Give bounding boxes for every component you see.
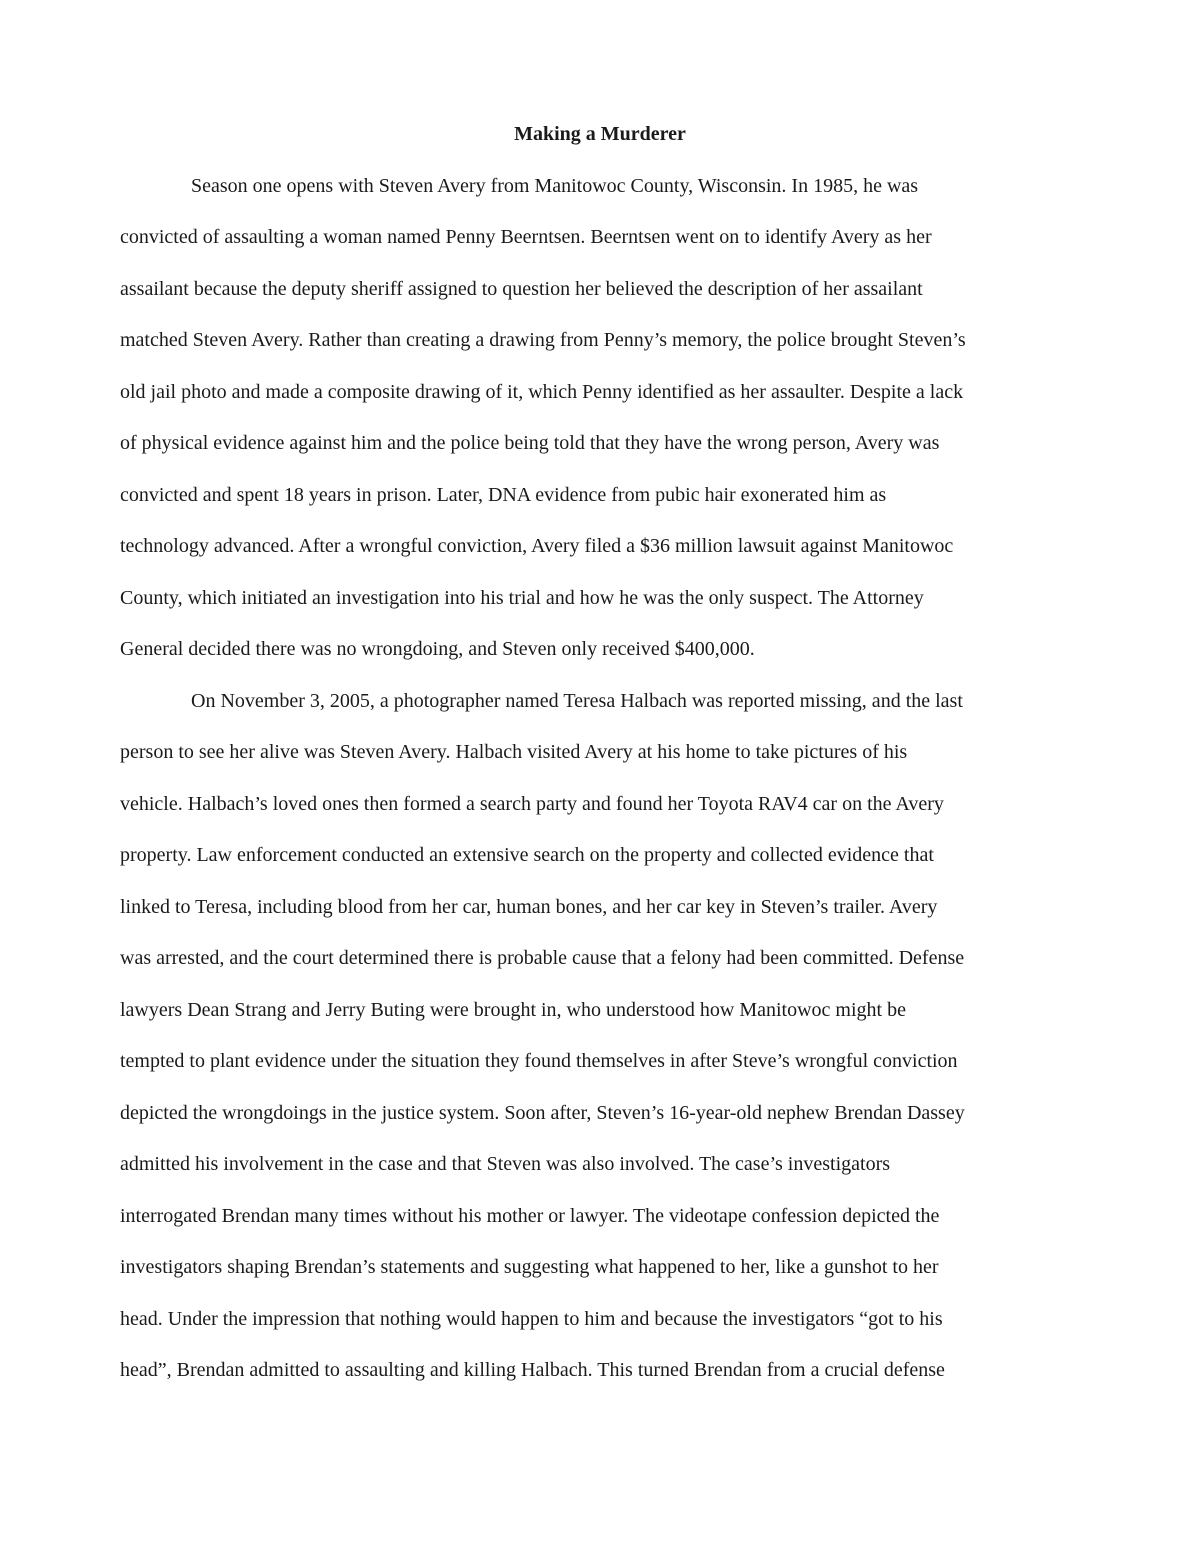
paragraph-2-line-10: admitted his involvement in the case and that Steven was also involved. The case’s investigators — [120, 1153, 891, 1175]
paragraph-2-line-2: person to see her alive was Steven Avery. Halbach visited Avery at his home to take pictures of his — [120, 741, 908, 763]
paragraph-2-line-6: was arrested, and the court determined there is probable cause that a felony had been committed. Defense — [120, 947, 965, 969]
paragraph-1-line-7: convicted and spent 18 years in prison. Later, DNA evidence from pubic hair exonerated him as — [120, 484, 887, 506]
paragraph-2-line-7: lawyers Dean Strang and Jerry Buting were brought in, who understood how Manitowoc might be — [120, 999, 906, 1021]
paragraph-1-line-1: Season one opens with Steven Avery from Manitowoc County, Wisconsin. In 1985, he was — [191, 175, 919, 197]
paragraph-2-line-14: head”, Brendan admitted to assaulting and killing Halbach. This turned Brendan from a crucial defense — [120, 1359, 945, 1381]
paragraph-2-line-3: vehicle. Halbach’s loved ones then formed a search party and found her Toyota RAV4 car on the Avery — [120, 793, 944, 815]
paragraph-1-line-6: of physical evidence against him and the police being told that they have the wrong person, Avery was — [120, 432, 940, 454]
paragraph-2-line-5: linked to Teresa, including blood from her car, human bones, and her car key in Steven’s trailer. Avery — [120, 896, 938, 918]
paragraph-2-line-1: On November 3, 2005, a photographer named Teresa Halbach was reported missing, and the last — [191, 690, 963, 712]
paragraph-2-line-12: investigators shaping Brendan’s statements and suggesting what happened to her, like a gunshot to her — [120, 1256, 939, 1278]
paragraph-2-line-13: head. Under the impression that nothing would happen to him and because the investigators “got to his — [120, 1308, 943, 1330]
document-title: Making a Murderer — [514, 123, 686, 145]
paragraph-2-line-8: tempted to plant evidence under the situation they found themselves in after Steve’s wrongful conviction — [120, 1050, 958, 1072]
paragraph-1-line-4: matched Steven Avery. Rather than creating a drawing from Penny’s memory, the police brought Steven’s — [120, 329, 966, 351]
paragraph-1-line-8: technology advanced. After a wrongful conviction, Avery filed a $36 million lawsuit against Manitowoc — [120, 535, 954, 557]
paragraph-1-line-3: assailant because the deputy sheriff assigned to question her believed the description of her assailant — [120, 278, 923, 300]
paragraph-1-line-2: convicted of assaulting a woman named Penny Beerntsen. Beerntsen went on to identify Avery as her — [120, 226, 932, 248]
paragraph-2-line-11: interrogated Brendan many times without his mother or lawyer. The videotape confession depicted the — [120, 1205, 940, 1227]
paragraph-1-line-5: old jail photo and made a composite drawing of it, which Penny identified as her assaulter. Despite a lack — [120, 381, 964, 403]
paragraph-2-line-9: depicted the wrongdoings in the justice system. Soon after, Steven’s 16-year-old nephew Brendan Dassey — [120, 1102, 965, 1124]
paragraph-1-line-10: General decided there was no wrongdoing, and Steven only received $400,000. — [120, 638, 755, 660]
paragraph-1-line-9: County, which initiated an investigation into his trial and how he was the only suspect. The Attorney — [120, 587, 924, 609]
paragraph-2-line-4: property. Law enforcement conducted an extensive search on the property and collected evidence that — [120, 844, 934, 866]
